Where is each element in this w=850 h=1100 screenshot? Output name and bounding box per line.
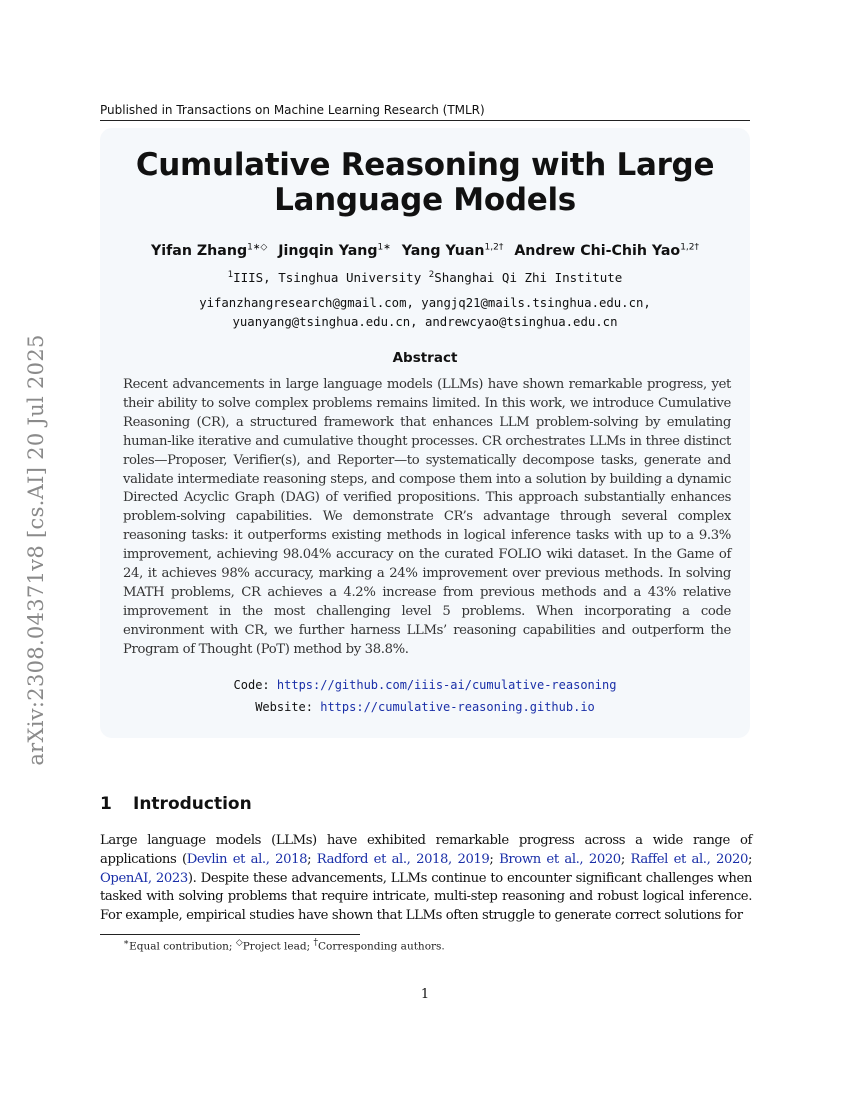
footnote-text: Equal contribution; [129,940,236,953]
website-link[interactable]: https://cumulative-reasoning.github.io [320,700,595,714]
author [151,243,267,259]
intro-text: Large language models (LLMs) have exhibited remarkable progress across a wide range of applications ( [100,833,752,867]
citation-link[interactable]: OpenAI, 2023 [100,870,188,886]
abstract-text: Recent advancements in large language models (LLMs) have shown remarkable progress, yet their ability to solve complex problems remains limited. In this work, we introduce Cumulative Reasoning (CR), a structured framework that enhances LLM problem-solving by emulating human-like iterative and cumulative thought processes. CR orchestrates LLMs in three distinct roles—Proposer, Verifier(s), and Reporter—to systematically decompose tasks, generate and validate intermediate reasoning steps, and compose them into a solution by building a dynamic Directed Acyclic Graph (DAG) of verified propositions. This approach substantially enhances problem-solving capabilities. We demonstrate CR’s advantage through several complex reasoning tasks: it outperforms existing methods in logical inference tasks with up to a 9.3% improvement, achieving 98.04% accuracy on the curated FOLIO wiki dataset. In the Game of 24, it achieves 98% accuracy, marking a 24% improvement over previous methods. In solving MATH problems, CR achieves a 4.2% increase from previous methods and a 43% relative improvement in the most challenging level 5 problems. When incorporating a code environment with CR, we further harness LLMs’ reasoning capabilities and outperform the Program of Thought (PoT) method by 38.8%. [123,377,731,657]
footnote-mark: ◇ [235,938,243,948]
affiliation-mark: 2 [428,270,435,280]
email-line: yuanyang@tsinghua.edu.cn, andrewcyao@tsinghua.edu.cn [232,315,618,329]
section-number: 1 [100,794,112,814]
author [278,243,391,259]
author-name: Yifan Zhang [150,242,248,259]
author-name: Jingqin Yang [278,242,378,259]
author [514,243,699,259]
website-label: Website: [255,700,313,714]
author-list [100,242,750,259]
citation-separator: ; [489,851,500,867]
footnote [123,938,445,953]
intro-text: ). Despite these advancements, LLMs continue to encounter significant challenges when tasked with solving problems that require intricate, multi-step reasoning and robust logical inference. For example, empirical studies have shown that LLMs often struggle to generate correct solutions for [100,870,752,924]
intro-paragraph [100,832,752,926]
page-number: 1 [420,987,430,1002]
citation-separator: ; [747,851,752,867]
author [402,243,504,259]
website-link-row [100,700,750,714]
code-link-row [100,678,750,692]
citation-link[interactable]: Raffel et al., 2020 [630,851,748,867]
author-marks: 1∗◇ [247,242,268,252]
arxiv-stamp: arXiv:2308.04371v8 [cs.AI] 20 Jul 2025 [24,334,48,766]
code-link[interactable]: https://github.com/iiis-ai/cumulative-reasoning [276,678,617,692]
journal-header: Published in Transactions on Machine Learning Research (TMLR) [100,103,750,121]
citation-link[interactable]: Brown et al., 2020 [499,851,621,867]
affiliation-mark: 1 [227,270,234,280]
code-label: Code: [233,678,270,692]
author-marks: 1∗ [377,242,391,252]
email-line: yifanzhangresearch@gmail.com, yangjq21@mails.tsinghua.edu.cn, [199,296,651,310]
author-marks: 1,2† [484,242,504,252]
abstract-heading: Abstract [392,350,458,366]
affiliations [100,270,750,285]
footnote-text: Corresponding authors. [317,940,445,953]
citation-separator: ; [307,851,317,867]
citation-link[interactable]: Devlin et al., 2018 [186,851,308,867]
paper-title [100,148,750,218]
footnote-mark: † [313,938,318,948]
title-line-1: Cumulative Reasoning with Large [135,147,715,183]
author-marks: 1,2† [680,242,700,252]
section-heading [100,794,252,814]
author-name: Andrew Chi-Chih Yao [514,242,681,259]
citation-link[interactable]: Radford et al., 2018, 2019 [316,851,490,867]
affiliation: Shanghai Qi Zhi Institute [434,270,623,286]
author-name: Yang Yuan [401,242,485,259]
footnote-mark: ∗ [123,938,130,948]
author-emails [100,294,750,332]
footnote-divider [100,934,360,935]
citation-separator: ; [620,851,631,867]
affiliation: IIIS, Tsinghua University [233,270,422,286]
title-line-2: Language Models [274,182,576,218]
section-title: Introduction [133,794,252,814]
footnote-text: Project lead; [242,940,314,953]
